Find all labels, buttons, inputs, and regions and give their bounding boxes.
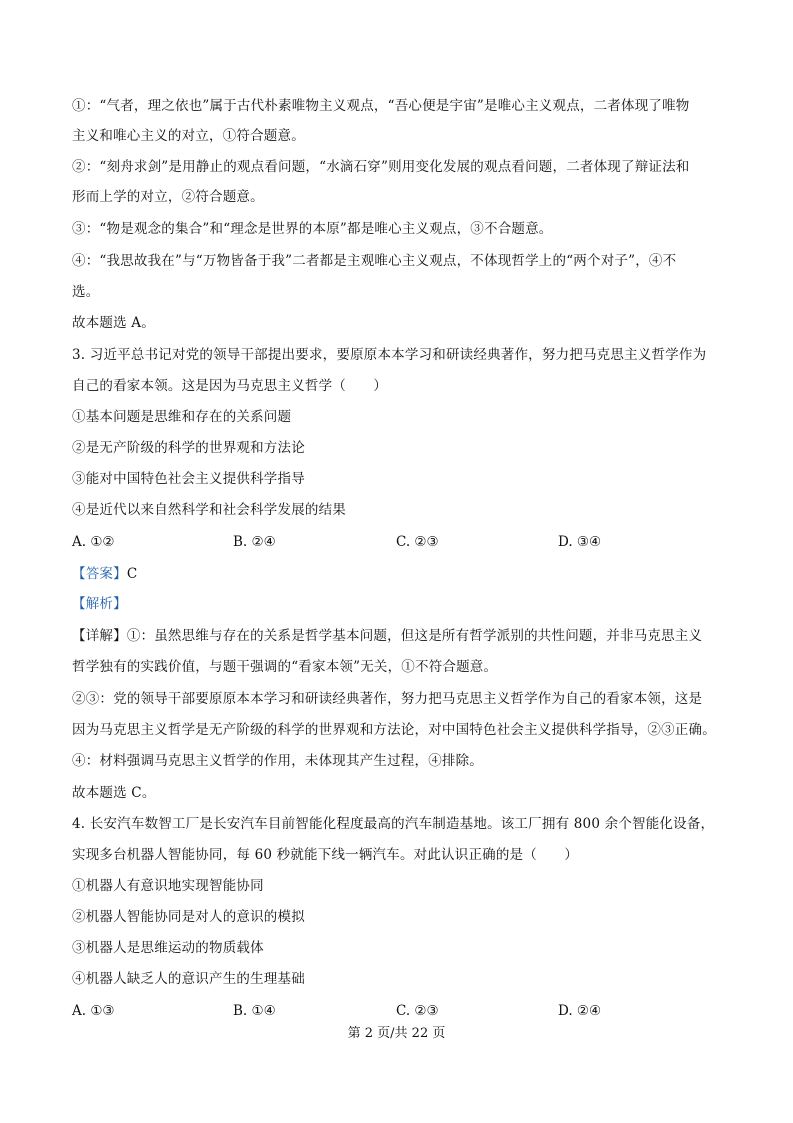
question-3-item-4: ④是近代以来自然科学和社会科学发展的结果 <box>72 502 346 518</box>
question-3-item-2: ②是无产阶级的科学的世界观和方法论 <box>72 440 305 456</box>
question-3-stem-line-1: 3. 习近平总书记对党的领导干部提出要求，要原原本本学习和研读经典著作，努力把马克思主义哲学作为 <box>72 347 707 363</box>
analysis-line-7: 选。 <box>72 284 100 300</box>
analysis-line-5: ③：“物是观念的集合”和“理念是世界的本原”都是唯心主义观点，③不合题意。 <box>72 221 553 237</box>
question-4-options <box>72 1002 732 1020</box>
answer-tag: 【答案】 <box>72 566 127 582</box>
question-4-option-c: C. ②③ <box>396 1003 439 1019</box>
analysis-tag: 【解析】 <box>72 596 127 612</box>
question-3-option-c: C. ②③ <box>396 534 439 550</box>
analysis-line-4: 形而上学的对立，②符合题意。 <box>72 189 264 205</box>
question-3-option-d: D. ③④ <box>558 534 602 550</box>
page-number-footer: 第 2 页/共 22 页 <box>347 1026 446 1041</box>
question-4-item-3: ③机器人是思维运动的物质载体 <box>72 940 264 956</box>
question-4-stem-line-2: 实现多台机器人智能协同，每 60 秒就能下线一辆汽车。对此认识正确的是（ ） <box>72 847 579 863</box>
detail-line-5: ④：材料强调马克思主义哲学的作用，未体现其产生过程，④排除。 <box>72 753 483 769</box>
analysis-line-6: ④：“我思故我在”与“万物皆备于我”二者都是主观唯心主义观点，不体现哲学上的“两个对子”，④不 <box>72 253 677 269</box>
answer-value: C <box>126 566 138 582</box>
question-4-option-d: D. ②④ <box>558 1003 602 1019</box>
analysis-line <box>72 595 732 613</box>
conclusion-line: 故本题选 A。 <box>72 315 155 331</box>
analysis-line-3: ②：“刻舟求剑”是用静止的观点看问题，“水滴石穿”则用变化发展的观点看问题，二者体现了辩证法和 <box>72 159 690 175</box>
question-3-option-b: B. ②④ <box>233 534 276 550</box>
question-3-item-1: ①基本问题是思维和存在的关系问题 <box>72 409 292 425</box>
question-3-item-3: ③能对中国特色社会主义提供科学指导 <box>72 471 305 487</box>
detail-tag: 【详解】 <box>72 628 127 644</box>
question-4-option-a: A. ①③ <box>72 1003 115 1019</box>
question-4-option-b: B. ①④ <box>233 1003 276 1019</box>
detail-line-3: ②③：党的领导干部要原原本本学习和研读经典著作，努力把马克思主义哲学作为自己的看家本领，这是 <box>72 691 703 707</box>
question-4-item-4: ④机器人缺乏人的意识产生的生理基础 <box>72 971 305 987</box>
analysis-line-1: ①：“气者，理之依也”属于古代朴素唯物主义观点，“吾心便是宇宙”是唯心主义观点，二者体现了唯物 <box>72 98 690 114</box>
answer-line <box>72 565 732 583</box>
detail-line-4: 因为马克思主义哲学是无产阶级的科学的世界观和方法论，对中国特色社会主义提供科学指导，②③正确。 <box>72 722 716 738</box>
question-4-item-1: ①机器人有意识地实现智能协同 <box>72 878 264 894</box>
question-3-stem-line-2: 自己的看家本领。这是因为马克思主义哲学（ ） <box>72 378 388 394</box>
question-4-stem-line-1: 4. 长安汽车数智工厂是长安汽车目前智能化程度最高的汽车制造基地。该工厂拥有 800 余个智能化设备， <box>72 816 715 832</box>
question-3-options <box>72 533 732 551</box>
detail-conclusion: 故本题选 C。 <box>72 785 156 801</box>
detail-line-1 <box>72 627 732 645</box>
detail-text: ①：虽然思维与存在的关系是哲学基本问题，但这是所有哲学派别的共性问题，并非马克思主义 <box>126 628 703 644</box>
question-3-option-a: A. ①② <box>72 534 115 550</box>
detail-line-2: 哲学独有的实践价值，与题干强调的“看家本领”无关，①不符合题意。 <box>72 659 498 675</box>
question-4-item-2: ②机器人智能协同是对人的意识的模拟 <box>72 909 305 925</box>
analysis-line-2: 主义和唯心主义的对立，①符合题意。 <box>72 128 305 144</box>
